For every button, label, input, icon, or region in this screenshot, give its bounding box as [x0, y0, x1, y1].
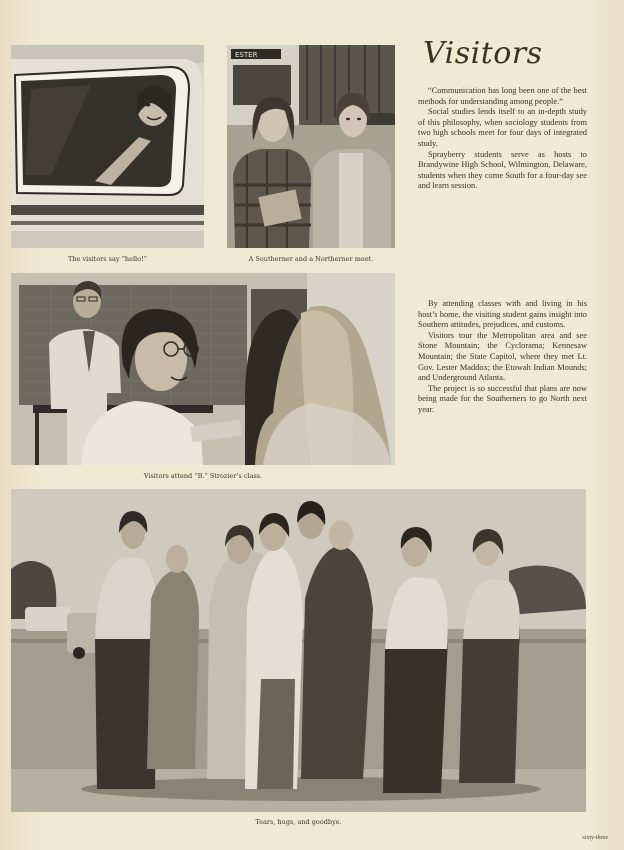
caption-classroom: Visitors attend “B.” Strozier’s class. [143, 472, 263, 480]
paragraph: The project is so successful that plans are now being made for the Southerners to go North next year. [418, 383, 587, 414]
caption-bus-window: The visitors say “hello!” [68, 255, 147, 263]
paragraph: Social studies lends itself to an in-depth study of this philosophy, when sociology students from two high schools meet for four days of integrated study. [418, 107, 587, 148]
caption-two-girls: A Southerner and a Northerner meet. [248, 255, 374, 263]
photo-bus-window [11, 45, 204, 248]
photo-goodbye-group [11, 489, 586, 812]
page-title: Visitors [423, 36, 543, 71]
paragraph: Sprayberry students serve as hosts to Brandywine High School, Wilmington, Delaware, students when they come South for a four-day see and learn session. [418, 149, 587, 191]
article-text-top [418, 86, 587, 192]
article-text-bottom [418, 299, 587, 416]
photo-two-girls [227, 45, 395, 248]
caption-goodbye: Tears, hugs, and goodbye. [255, 818, 342, 826]
photo-classroom [11, 273, 395, 465]
page-number: sixty-three [582, 835, 608, 841]
bus-destination-sign: ESTER [235, 51, 258, 59]
paragraph: By attending classes with and living in his host’s home, the visiting student gains insight into Southern attitudes, prejudices, and customs. [418, 299, 587, 330]
paragraph: Visitors tour the Metropolitan area and see Stone Mountain; the Cyclorama; Kennesaw Mountain; the State Capitol, where they met Lt. Gov. Lester Maddox; the Etowah Indian Mounds; and Underground Atlanta. [418, 330, 587, 383]
paragraph: “Communication has long been one of the best methods for understanding among people.” [418, 86, 587, 106]
